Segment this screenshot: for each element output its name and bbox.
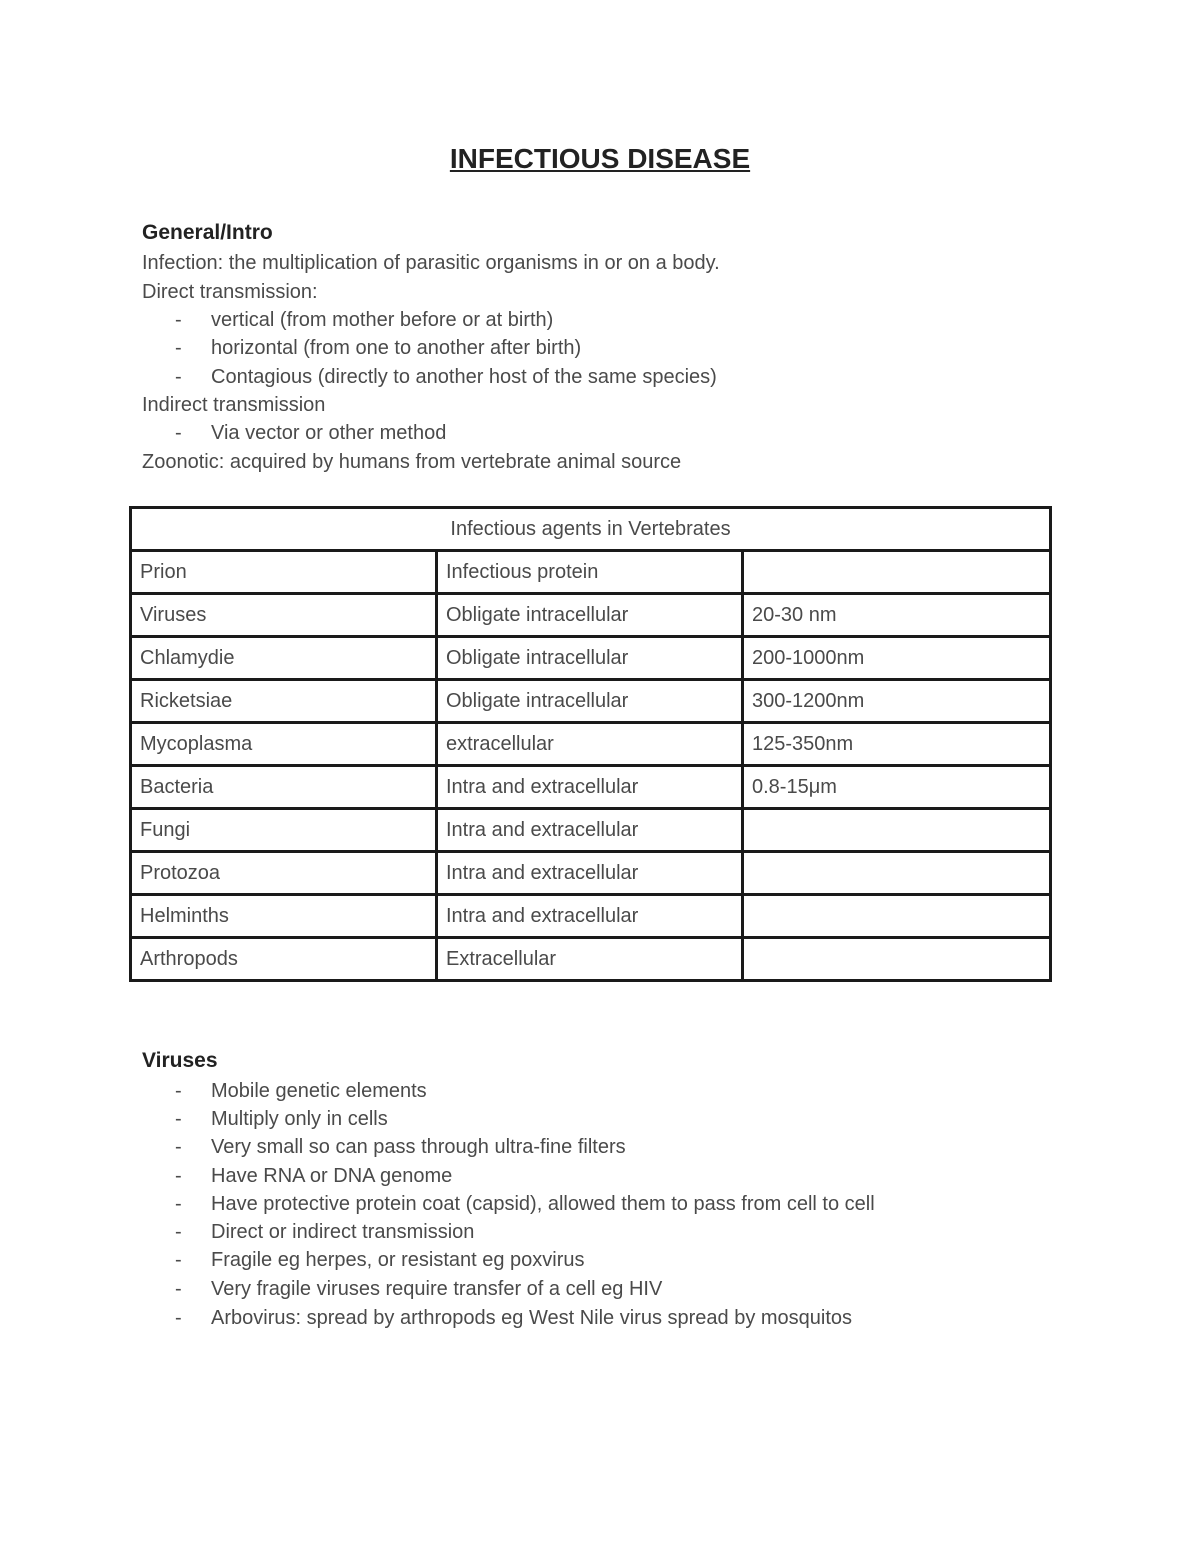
list-item-text: Arbovirus: spread by arthropods eg West Nile virus spread by mosquitos — [211, 1307, 853, 1329]
table-cell-agent: Arthropods — [131, 938, 437, 981]
list-item-text: Via vector or other method — [211, 422, 447, 444]
bullet-dash: - — [175, 1193, 182, 1215]
section-heading-general: General/Intro — [142, 221, 273, 244]
table-row — [131, 766, 1051, 809]
bullet-dash: - — [175, 1080, 182, 1102]
table-cell-agent: Prion — [131, 551, 437, 594]
bullet-dash: - — [175, 1278, 182, 1300]
table-cell-size — [743, 938, 1051, 981]
table-cell-location: Obligate intracellular — [437, 594, 743, 637]
zoonotic-definition: Zoonotic: acquired by humans from vertebrate animal source — [142, 451, 682, 473]
list-item-text: vertical (from mother before or at birth) — [211, 309, 554, 331]
table-cell-size: 300-1200nm — [743, 680, 1051, 723]
table-caption: Infectious agents in Vertebrates — [131, 508, 1051, 551]
table-row — [131, 938, 1051, 981]
table-row — [131, 594, 1051, 637]
bullet-dash: - — [175, 366, 182, 388]
table-cell-agent: Viruses — [131, 594, 437, 637]
direct-transmission-label: Direct transmission: — [142, 281, 318, 303]
list-item-text: Fragile eg herpes, or resistant eg poxvirus — [211, 1249, 585, 1271]
table-caption-row — [131, 508, 1051, 551]
list-item-text: Contagious (directly to another host of the same species) — [211, 366, 717, 388]
bullet-dash: - — [175, 309, 182, 331]
document-title: INFECTIOUS DISEASE — [449, 143, 751, 174]
table-cell-size — [743, 551, 1051, 594]
indirect-transmission-label: Indirect transmission — [142, 394, 326, 416]
table-cell-agent: Fungi — [131, 809, 437, 852]
table-row — [131, 680, 1051, 723]
table-cell-location: Intra and extracellular — [437, 809, 743, 852]
list-item-text: horizontal (from one to another after birth) — [211, 337, 582, 359]
table-cell-agent: Chlamydie — [131, 637, 437, 680]
table-cell-size — [743, 809, 1051, 852]
table-cell-location: Obligate intracellular — [437, 680, 743, 723]
table-cell-agent: Helminths — [131, 895, 437, 938]
table-row — [131, 895, 1051, 938]
infectious-agents-table — [129, 506, 1052, 982]
list-item-text: Have protective protein coat (capsid), allowed them to pass from cell to cell — [211, 1193, 875, 1215]
table-cell-size: 0.8-15μm — [743, 766, 1051, 809]
list-item-text: Direct or indirect transmission — [211, 1221, 475, 1243]
table-cell-size: 200-1000nm — [743, 637, 1051, 680]
table-cell-agent: Protozoa — [131, 852, 437, 895]
table-cell-location: Intra and extracellular — [437, 766, 743, 809]
table-cell-agent: Bacteria — [131, 766, 437, 809]
bullet-dash: - — [175, 1136, 182, 1158]
table-cell-size: 125-350nm — [743, 723, 1051, 766]
table-cell-location: Obligate intracellular — [437, 637, 743, 680]
table-cell-agent: Ricketsiae — [131, 680, 437, 723]
bullet-dash: - — [175, 1108, 182, 1130]
list-item-text: Very small so can pass through ultra-fine filters — [211, 1136, 626, 1158]
infection-definition: Infection: the multiplication of parasitic organisms in or on a body. — [142, 252, 720, 274]
table-cell-agent: Mycoplasma — [131, 723, 437, 766]
table-row — [131, 723, 1051, 766]
table-cell-location: extracellular — [437, 723, 743, 766]
list-item-text: Mobile genetic elements — [211, 1080, 427, 1102]
bullet-dash: - — [175, 422, 182, 444]
table-cell-location: Extracellular — [437, 938, 743, 981]
table-cell-size: 20-30 nm — [743, 594, 1051, 637]
bullet-dash: - — [175, 337, 182, 359]
table-row — [131, 809, 1051, 852]
bullet-dash: - — [175, 1221, 182, 1243]
bullet-dash: - — [175, 1249, 182, 1271]
table-cell-location: Infectious protein — [437, 551, 743, 594]
table-row — [131, 637, 1051, 680]
list-item-text: Very fragile viruses require transfer of a cell eg HIV — [211, 1278, 663, 1300]
list-item-text: Have RNA or DNA genome — [211, 1165, 453, 1187]
table-cell-location: Intra and extracellular — [437, 852, 743, 895]
section-heading-viruses: Viruses — [142, 1049, 218, 1072]
table-cell-size — [743, 852, 1051, 895]
table-cell-size — [743, 895, 1051, 938]
table-row — [131, 551, 1051, 594]
bullet-dash: - — [175, 1307, 182, 1329]
list-item-text: Multiply only in cells — [211, 1108, 388, 1130]
bullet-dash: - — [175, 1165, 182, 1187]
table-row — [131, 852, 1051, 895]
table-cell-location: Intra and extracellular — [437, 895, 743, 938]
